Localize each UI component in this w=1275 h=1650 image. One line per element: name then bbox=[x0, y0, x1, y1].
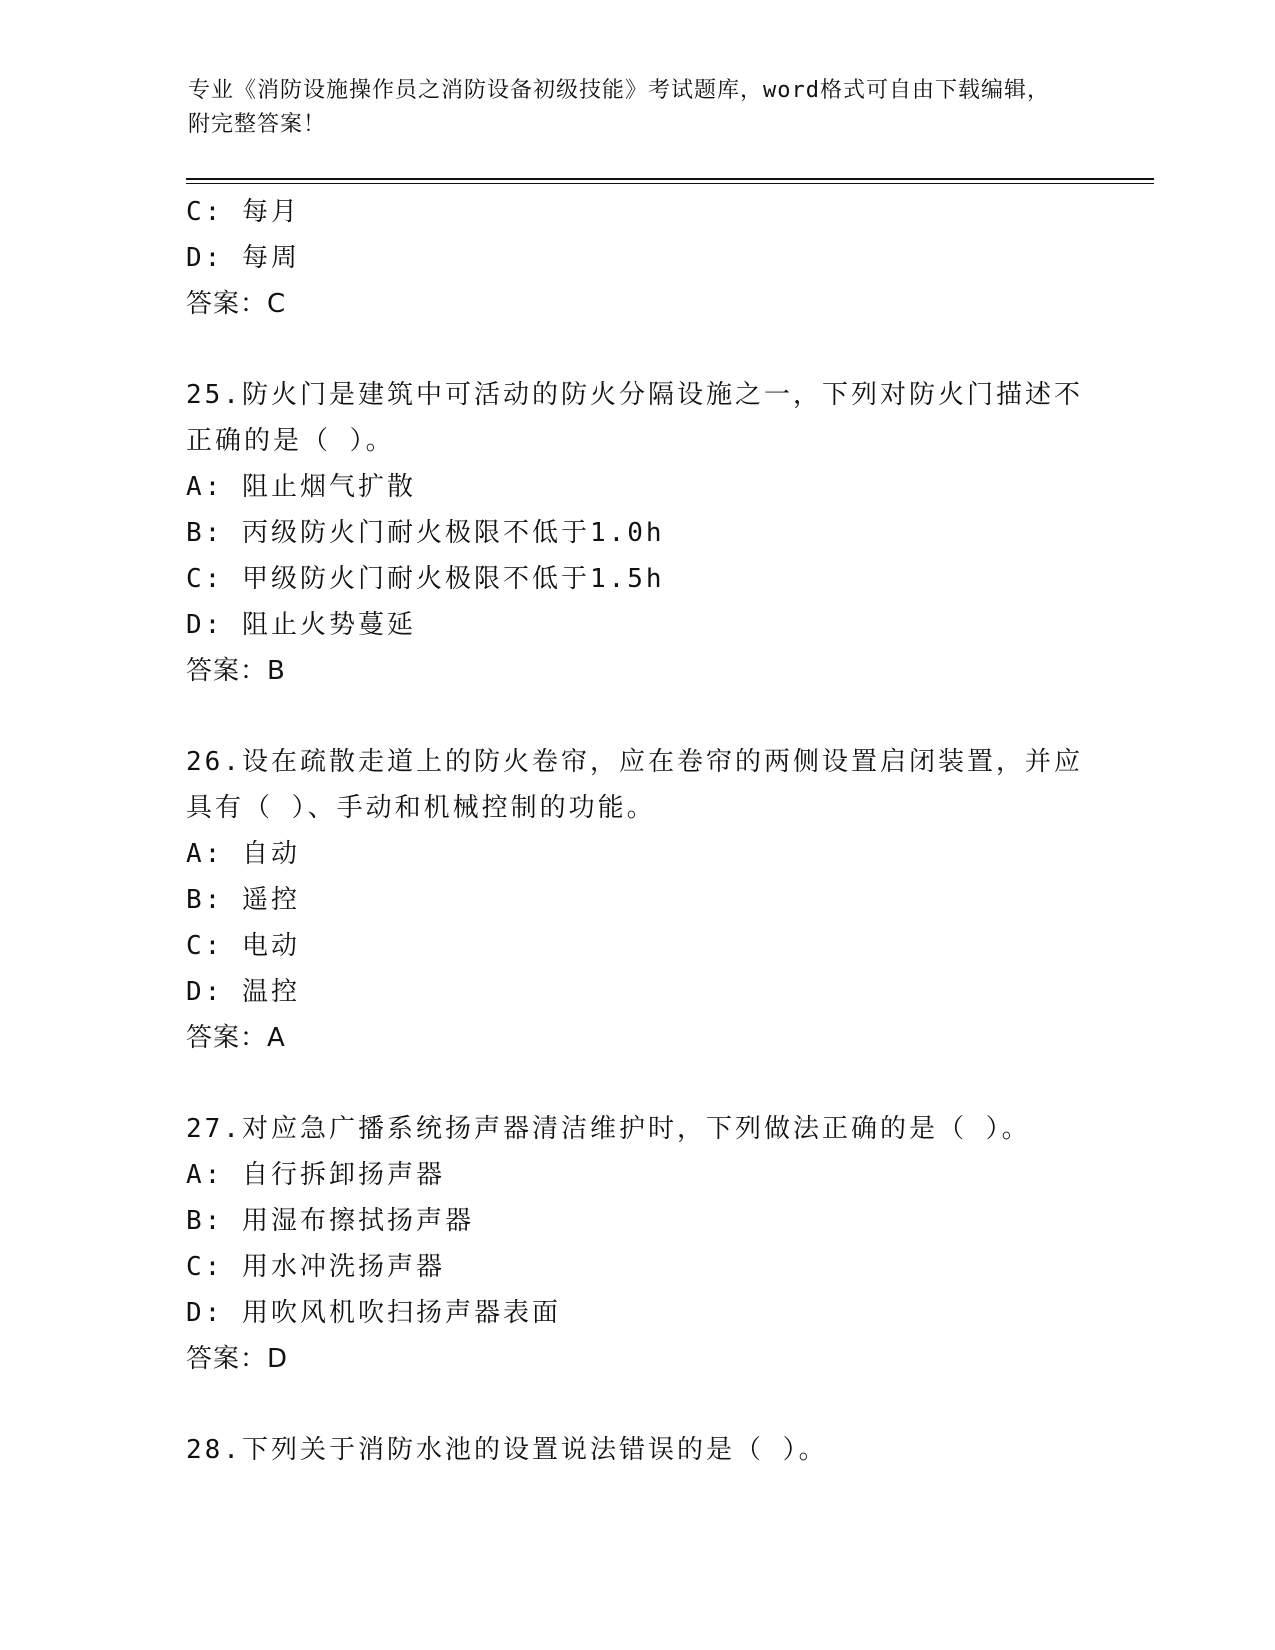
option-d: D: 温控 bbox=[186, 977, 300, 1007]
document-header: 专业《消防设施操作员之消防设备初级技能》考试题库，word格式可自由下载编辑，附完整答案！ bbox=[188, 78, 1050, 137]
option-d: D: 每周 bbox=[186, 243, 300, 273]
option-b: B: 遥控 bbox=[186, 885, 300, 915]
option-d: D: 阻止火势蔓延 bbox=[186, 610, 416, 640]
option-a: A: 自动 bbox=[186, 839, 300, 869]
header-rule-thick bbox=[186, 178, 1154, 180]
option-a: A: 自行拆卸扬声器 bbox=[186, 1160, 445, 1190]
question-26-stem: 26.设在疏散走道上的防火卷帘，应在卷帘的两侧设置启闭装置，并应 bbox=[186, 747, 1083, 777]
option-b: B: 丙级防火门耐火极限不低于1.0h bbox=[186, 518, 665, 548]
option-d: D: 用吹风机吹扫扬声器表面 bbox=[186, 1298, 561, 1328]
question-25-stem-cont: 正确的是（ ）。 bbox=[186, 426, 395, 456]
question-28-stem: 28.下列关于消防水池的设置说法错误的是（ ）。 bbox=[186, 1435, 828, 1465]
header-rule-thin bbox=[186, 183, 1154, 184]
answer: 答案：A bbox=[186, 1023, 286, 1053]
option-c: C: 每月 bbox=[186, 197, 300, 227]
option-c: C: 电动 bbox=[186, 931, 300, 961]
question-27-stem: 27.对应急广播系统扬声器清洁维护时，下列做法正确的是（ ）。 bbox=[186, 1114, 1031, 1144]
option-b: B: 用湿布擦拭扬声器 bbox=[186, 1206, 474, 1236]
answer: 答案：D bbox=[186, 1344, 289, 1374]
option-a: A: 阻止烟气扩散 bbox=[186, 472, 416, 502]
option-c: C: 甲级防火门耐火极限不低于1.5h bbox=[186, 564, 665, 594]
question-25-stem: 25.防火门是建筑中可活动的防火分隔设施之一，下列对防火门描述不 bbox=[186, 380, 1083, 410]
answer: 答案：C bbox=[186, 289, 287, 319]
answer: 答案：B bbox=[186, 656, 286, 686]
question-content bbox=[186, 189, 1086, 1473]
question-26-stem-cont: 具有（ ）、手动和机械控制的功能。 bbox=[186, 793, 656, 823]
option-c: C: 用水冲洗扬声器 bbox=[186, 1252, 445, 1282]
